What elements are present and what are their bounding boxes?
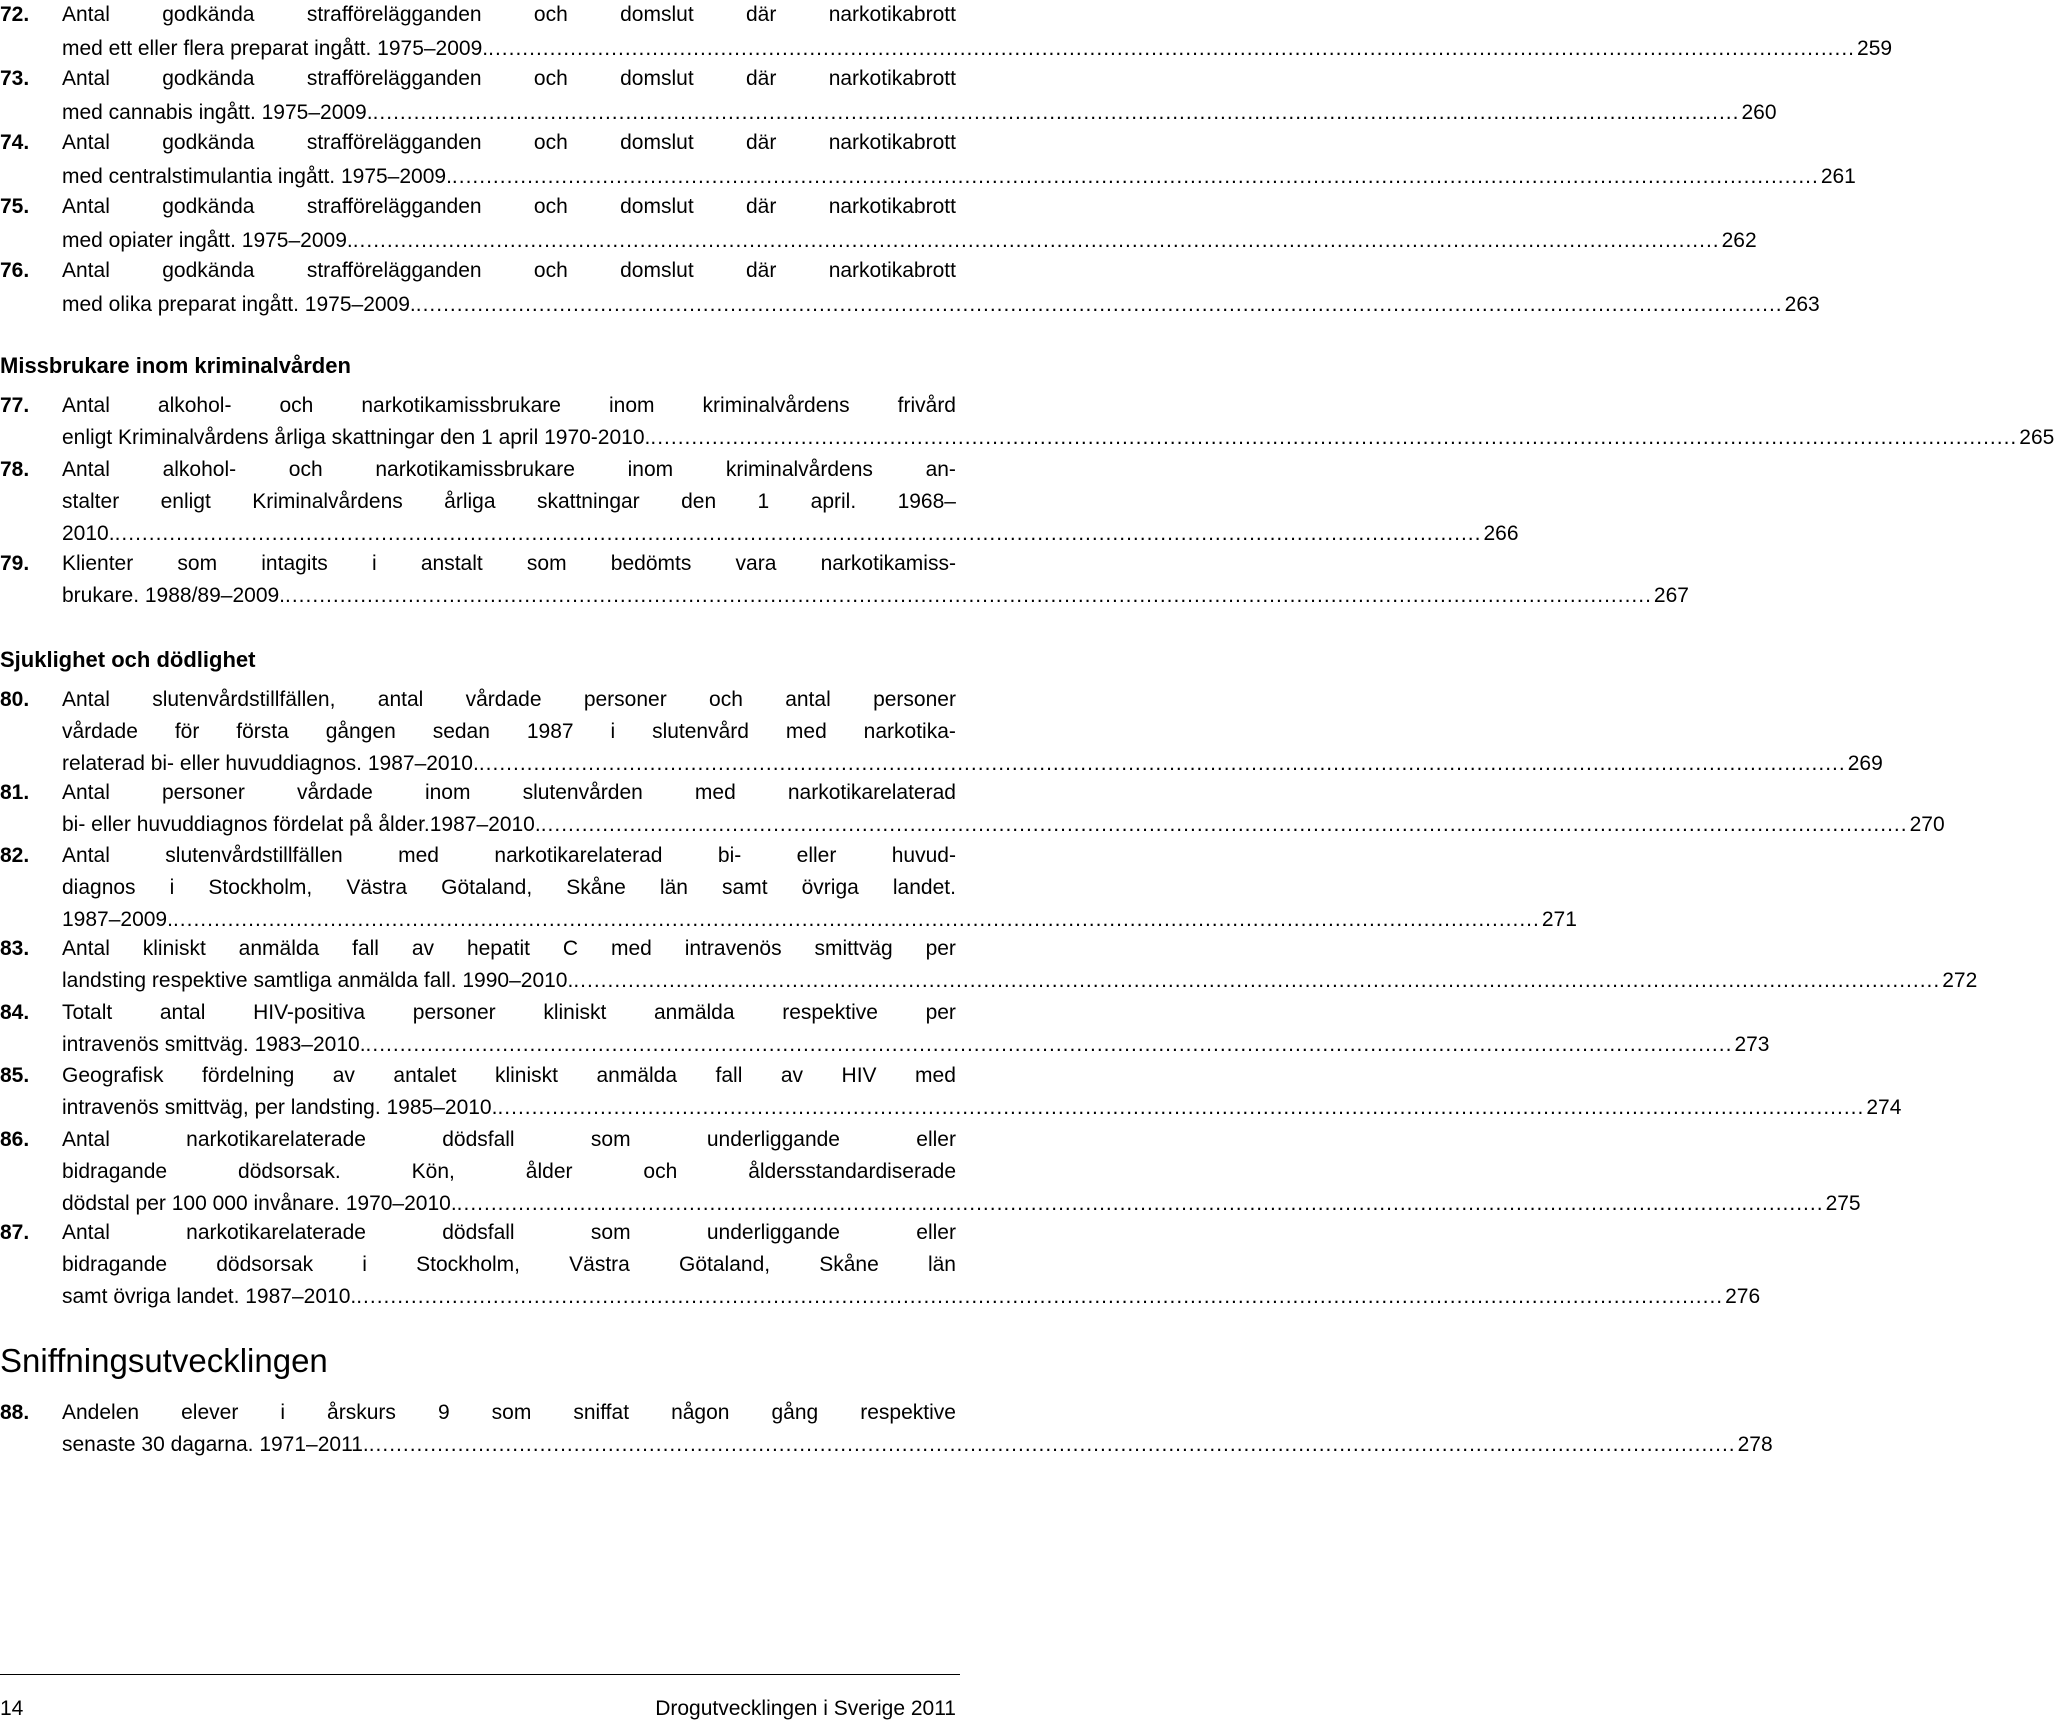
entry-word: narkotikabrott xyxy=(828,3,956,26)
entry-word: bidragande xyxy=(62,1160,168,1183)
entry-last-line xyxy=(62,1095,1902,1120)
entry-word: strafförelägganden xyxy=(306,3,482,26)
entry-word: eller xyxy=(796,844,837,867)
entry-last-line xyxy=(62,751,1883,776)
entry-word: diagnos xyxy=(62,876,136,899)
entry-line xyxy=(62,1252,956,1277)
entry-word: anstalt xyxy=(420,552,483,575)
page-ref: 269 xyxy=(1847,752,1883,775)
entry-word: kliniskt xyxy=(142,937,206,960)
entry-word: dödsorsak xyxy=(216,1253,314,1276)
entry-word: narkotikabrott xyxy=(828,131,956,154)
entry-word: med xyxy=(610,937,652,960)
entry-word: hepatit xyxy=(466,937,531,960)
footer-rule xyxy=(0,1674,960,1675)
entry-word: anmälda xyxy=(653,1001,735,1024)
entry-text: 1987–2009. xyxy=(62,908,173,931)
entry-word: alkohol- xyxy=(162,458,237,481)
entry-line xyxy=(62,1063,956,1088)
entry-text: samt övriga landet. 1987–2010. xyxy=(62,1285,357,1308)
leader-dots: ........................................................................................................................................................................................................ xyxy=(356,1285,1724,1308)
entry-number: 88. xyxy=(0,1401,30,1424)
entry-word: domslut xyxy=(620,3,694,26)
entry-number: 75. xyxy=(0,195,30,218)
entry-word: alkohol- xyxy=(157,394,232,417)
entry-word: narkotikamiss- xyxy=(820,552,956,575)
entry-line xyxy=(62,130,956,155)
entry-word: per xyxy=(925,1001,956,1024)
entry-word: av xyxy=(780,1064,804,1087)
entry-word: narkotikarelaterade xyxy=(186,1128,366,1151)
entry-word: godkända xyxy=(162,131,255,154)
entry-word: narkotikabrott xyxy=(828,67,956,90)
entry-word: inom xyxy=(424,781,471,804)
entry-word: per xyxy=(925,937,956,960)
entry-line xyxy=(62,875,956,900)
entry-word: som xyxy=(590,1221,631,1244)
entry-word: antalet xyxy=(393,1064,457,1087)
entry-word: dödsorsak. xyxy=(238,1160,341,1183)
entry-word: med xyxy=(694,781,736,804)
entry-text: dödstal per 100 000 invånare. 1970–2010. xyxy=(62,1192,457,1215)
entry-word: vårdade xyxy=(465,688,542,711)
entry-word: Kriminalvårdens xyxy=(252,490,403,513)
entry-word: fall xyxy=(352,937,379,960)
entry-word: av xyxy=(332,1064,355,1087)
entry-word: Västra xyxy=(346,876,408,899)
entry-word: HIV xyxy=(841,1064,877,1087)
leader-dots: ........................................................................................................................................................................................................ xyxy=(352,229,1720,252)
entry-word: enligt xyxy=(160,490,211,513)
entry-line xyxy=(62,1400,956,1425)
entry-word: april. xyxy=(810,490,857,513)
entry-word: narkotikamissbrukare xyxy=(375,458,575,481)
leader-dots: ........................................................................................................................................................................................................ xyxy=(372,101,1740,124)
entry-line xyxy=(62,1159,956,1184)
entry-word: Totalt xyxy=(62,1001,113,1024)
entry-word: Antal xyxy=(62,1221,110,1244)
entry-word: län xyxy=(927,1253,956,1276)
entry-last-line xyxy=(62,968,1978,993)
entry-word: antal xyxy=(377,688,424,711)
entry-text: med centralstimulantia ingått. 1975–2009. xyxy=(62,165,452,188)
entry-word: underliggande xyxy=(706,1221,840,1244)
entry-word: strafförelägganden xyxy=(306,131,482,154)
entry-word: eller xyxy=(916,1128,956,1151)
entry-word: intravenös xyxy=(684,937,782,960)
entry-last-line xyxy=(62,164,1856,189)
entry-word: samt xyxy=(722,876,768,899)
entry-text: med olika preparat ingått. 1975–2009. xyxy=(62,293,416,316)
entry-word: huvud- xyxy=(891,844,956,867)
entry-word: Västra xyxy=(569,1253,630,1276)
leader-dots: ........................................................................................................................................................................................................ xyxy=(573,969,1941,992)
entry-word: Skåne xyxy=(819,1253,879,1276)
entry-word: strafförelägganden xyxy=(306,195,482,218)
entry-word: narkotikabrott xyxy=(828,195,956,218)
entry-line xyxy=(62,2,956,27)
entry-word: och xyxy=(643,1160,678,1183)
entry-word: län xyxy=(659,876,688,899)
entry-word: domslut xyxy=(620,67,694,90)
entry-number: 87. xyxy=(0,1221,30,1244)
entry-text: bi- eller huvuddiagnos fördelat på ålder.1987–2010. xyxy=(62,813,541,836)
entry-word: Stockholm, xyxy=(416,1253,520,1276)
page-ref: 271 xyxy=(1541,908,1577,931)
entry-number: 79. xyxy=(0,552,30,575)
leader-dots: ........................................................................................................................................................................................................ xyxy=(540,813,1908,836)
entry-word: Antal xyxy=(62,937,110,960)
entry-word: 1987 xyxy=(526,720,574,743)
entry-word: gången xyxy=(325,720,396,743)
page-ref: 276 xyxy=(1725,1285,1761,1308)
entry-word: kriminalvårdens xyxy=(725,458,873,481)
entry-word: i xyxy=(610,720,616,743)
entry-last-line xyxy=(62,36,1893,61)
entry-number: 72. xyxy=(0,3,30,26)
entry-number: 81. xyxy=(0,781,30,804)
entry-word: elever xyxy=(181,1401,239,1424)
entry-word: med xyxy=(785,720,827,743)
footer-page-number: 14 xyxy=(0,1697,24,1720)
entry-word: domslut xyxy=(620,131,694,154)
entry-word: Antal xyxy=(62,458,110,481)
entry-word: fördelning xyxy=(202,1064,295,1087)
page-ref: 265 xyxy=(2019,426,2054,449)
entry-word: Antal xyxy=(62,3,110,26)
entry-line xyxy=(62,258,956,283)
leader-dots: ........................................................................................................................................................................................................ xyxy=(456,1192,1824,1215)
entry-word: slutenvårdstillfällen, xyxy=(152,688,336,711)
entry-line xyxy=(62,393,956,418)
entry-last-line xyxy=(62,521,1519,546)
page-ref: 272 xyxy=(1942,969,1978,992)
entry-last-line xyxy=(62,1432,1773,1457)
entry-word: narkotikamissbrukare xyxy=(361,394,561,417)
entry-last-line xyxy=(62,812,1945,837)
leader-dots: ........................................................................................................................................................................................................ xyxy=(172,908,1540,931)
entry-word: Antal xyxy=(62,195,110,218)
entry-line xyxy=(62,687,956,712)
entry-line xyxy=(62,489,956,514)
entry-word: slutenvården xyxy=(522,781,643,804)
entry-text: intravenös smittväg, per landsting. 1985–2010. xyxy=(62,1096,498,1119)
entry-word: personer xyxy=(412,1001,496,1024)
entry-word: och xyxy=(533,259,568,282)
leader-dots: ........................................................................................................................................................................................................ xyxy=(114,522,1482,545)
entry-word: där xyxy=(746,195,777,218)
entry-word: 1 xyxy=(757,490,770,513)
entry-last-line xyxy=(62,425,2054,450)
entry-word: för xyxy=(174,720,200,743)
entry-word: där xyxy=(746,259,777,282)
footer-publication-title: Drogutvecklingen i Sverige 2011 xyxy=(655,1697,956,1720)
entry-last-line xyxy=(62,583,1689,608)
entry-word: Antal xyxy=(62,67,110,90)
entry-word: som xyxy=(590,1128,631,1151)
entry-word: Antal xyxy=(62,131,110,154)
entry-word: narkotika- xyxy=(863,720,956,743)
entry-word: och xyxy=(533,195,568,218)
entry-word: respektive xyxy=(782,1001,878,1024)
entry-word: och xyxy=(533,131,568,154)
entry-word: i xyxy=(169,876,175,899)
page-ref: 270 xyxy=(1909,813,1945,836)
entry-word: narkotikarelaterad xyxy=(494,844,663,867)
leader-dots: ........................................................................................................................................................................................................ xyxy=(415,293,1783,316)
page-ref: 278 xyxy=(1737,1433,1773,1456)
entry-last-line xyxy=(62,907,1577,932)
entry-last-line xyxy=(62,292,1820,317)
entry-word: där xyxy=(746,131,777,154)
entry-word: Kön, xyxy=(411,1160,455,1183)
entry-number: 73. xyxy=(0,67,30,90)
entry-line xyxy=(62,719,956,744)
entry-text: 2010. xyxy=(62,522,115,545)
entry-text: med cannabis ingått. 1975–2009. xyxy=(62,101,373,124)
leader-dots: ........................................................................................................................................................................................................ xyxy=(368,1433,1736,1456)
entry-word: strafförelägganden xyxy=(306,67,482,90)
entry-word: den xyxy=(681,490,717,513)
page-ref: 266 xyxy=(1483,522,1519,545)
entry-word: som xyxy=(526,552,567,575)
entry-word: narkotikarelaterad xyxy=(787,781,956,804)
entry-line xyxy=(62,194,956,219)
entry-word: i xyxy=(362,1253,367,1276)
entry-last-line xyxy=(62,228,1757,253)
page-ref: 267 xyxy=(1653,584,1689,607)
entry-word: bidragande xyxy=(62,1253,168,1276)
entry-word: Andelen xyxy=(62,1401,140,1424)
entry-word: 9 xyxy=(437,1401,450,1424)
entry-word: första xyxy=(236,720,289,743)
entry-word: gång xyxy=(771,1401,819,1424)
entry-word: personer xyxy=(873,688,956,711)
entry-word: där xyxy=(746,67,777,90)
entry-word: godkända xyxy=(162,259,255,282)
entry-text: relaterad bi- eller huvuddiagnos. 1987–2010. xyxy=(62,752,479,775)
entry-word: dödsfall xyxy=(442,1128,515,1151)
entry-word: vårdade xyxy=(296,781,373,804)
entry-number: 85. xyxy=(0,1064,30,1087)
entry-word: Skåne xyxy=(566,876,626,899)
entry-word: årliga xyxy=(444,490,496,513)
leader-dots: ........................................................................................................................................................................................................ xyxy=(285,584,1652,607)
entry-word: frivård xyxy=(897,394,956,417)
entry-line xyxy=(62,551,956,576)
entry-word: Antal xyxy=(62,259,110,282)
entry-word: kliniskt xyxy=(543,1001,607,1024)
entry-number: 80. xyxy=(0,688,30,711)
entry-word: kliniskt xyxy=(494,1064,558,1087)
page-ref: 263 xyxy=(1784,293,1820,316)
entry-word: domslut xyxy=(620,195,694,218)
entry-word: landet. xyxy=(892,876,956,899)
entry-last-line xyxy=(62,100,1777,125)
entry-word: Antal xyxy=(62,688,110,711)
entry-text: med ett eller flera preparat ingått. 1975–2009. xyxy=(62,37,489,60)
entry-text: med opiater ingått. 1975–2009. xyxy=(62,229,353,252)
entry-word: sedan xyxy=(432,720,490,743)
entry-word: godkända xyxy=(162,195,255,218)
entry-number: 83. xyxy=(0,937,30,960)
entry-last-line xyxy=(62,1191,1861,1216)
leader-dots: ........................................................................................................................................................................................................ xyxy=(478,752,1846,775)
entry-word: C xyxy=(562,937,579,960)
page-ref: 262 xyxy=(1721,229,1757,252)
entry-word: Antal xyxy=(62,394,110,417)
entry-number: 74. xyxy=(0,131,30,154)
entry-last-line xyxy=(62,1284,1761,1309)
entry-word: vara xyxy=(735,552,777,575)
entry-word: kriminalvårdens xyxy=(702,394,850,417)
entry-word: bi- xyxy=(717,844,742,867)
entry-word: med xyxy=(915,1064,956,1087)
entry-text: enligt Kriminalvårdens årliga skattningar den 1 april 1970-2010. xyxy=(62,426,651,449)
entry-line xyxy=(62,66,956,91)
entry-word: godkända xyxy=(162,67,255,90)
section-heading-sjuklighet: Sjuklighet och dödlighet xyxy=(0,647,256,672)
leader-dots: ........................................................................................................................................................................................................ xyxy=(488,37,1856,60)
entry-word: Götaland, xyxy=(679,1253,771,1276)
entry-word: intagits xyxy=(261,552,328,575)
leader-dots: ........................................................................................................................................................................................................ xyxy=(650,426,2018,449)
entry-word: av xyxy=(411,937,435,960)
entry-line xyxy=(62,1000,956,1025)
entry-line xyxy=(62,780,956,805)
entry-word: anmälda xyxy=(596,1064,678,1087)
entry-word: anmälda xyxy=(238,937,320,960)
entry-text: senaste 30 dagarna. 1971–2011. xyxy=(62,1433,369,1456)
entry-word: godkända xyxy=(162,3,255,26)
entry-word: inom xyxy=(608,394,655,417)
entry-line xyxy=(62,936,956,961)
entry-word: personer xyxy=(161,781,245,804)
entry-word: övriga xyxy=(801,876,859,899)
entry-word: smittväg xyxy=(814,937,893,960)
entry-word: någon xyxy=(671,1401,730,1424)
entry-line xyxy=(62,843,956,868)
page-ref: 273 xyxy=(1734,1033,1770,1056)
entry-word: antal xyxy=(159,1001,206,1024)
entry-last-line xyxy=(62,1032,1770,1057)
entry-word: skattningar xyxy=(536,490,640,513)
entry-line xyxy=(62,457,956,482)
entry-word: narkotikabrott xyxy=(828,259,956,282)
entry-word: årskurs xyxy=(327,1401,396,1424)
entry-number: 76. xyxy=(0,259,30,282)
entry-text: brukare. 1988/89–2009. xyxy=(62,584,286,607)
entry-word: ålder xyxy=(525,1160,573,1183)
entry-word: Antal xyxy=(62,1128,110,1151)
entry-word: dödsfall xyxy=(442,1221,515,1244)
entry-word: och xyxy=(709,688,743,711)
entry-word: slutenvårdstillfällen xyxy=(165,844,343,867)
entry-word: underliggande xyxy=(706,1128,840,1151)
entry-word: Stockholm, xyxy=(208,876,313,899)
entry-word: an- xyxy=(925,458,956,481)
section-heading-sniffning: Sniffningsutvecklingen xyxy=(0,1342,328,1379)
section-heading-missbrukare: Missbrukare inom kriminalvården xyxy=(0,353,351,378)
entry-text: landsting respektive samtliga anmälda fall. 1990–2010. xyxy=(62,969,574,992)
entry-line xyxy=(62,1220,956,1245)
entry-number: 84. xyxy=(0,1001,30,1024)
page-ref: 259 xyxy=(1857,37,1893,60)
entry-word: strafförelägganden xyxy=(306,259,482,282)
entry-number: 78. xyxy=(0,458,30,481)
leader-dots: ........................................................................................................................................................................................................ xyxy=(365,1033,1733,1056)
entry-word: antal xyxy=(785,688,831,711)
entry-word: slutenvård xyxy=(652,720,749,743)
entry-word: Klienter xyxy=(62,552,134,575)
entry-word: fall xyxy=(715,1064,743,1087)
entry-word: med xyxy=(398,844,439,867)
entry-word: respektive xyxy=(860,1401,956,1424)
page-ref: 261 xyxy=(1820,165,1856,188)
entry-text: intravenös smittväg. 1983–2010. xyxy=(62,1033,366,1056)
entry-word: Antal xyxy=(62,844,110,867)
entry-number: 77. xyxy=(0,394,30,417)
entry-word: Antal xyxy=(62,781,110,804)
entry-word: sniffat xyxy=(573,1401,630,1424)
entry-word: och xyxy=(533,67,568,90)
entry-word: domslut xyxy=(620,259,694,282)
entry-word: och xyxy=(288,458,323,481)
entry-word: och xyxy=(279,394,314,417)
entry-word: som xyxy=(177,552,218,575)
entry-word: HIV-positiva xyxy=(253,1001,366,1024)
entry-word: där xyxy=(746,3,777,26)
entry-number: 86. xyxy=(0,1128,30,1151)
entry-word: personer xyxy=(583,688,667,711)
entry-number: 82. xyxy=(0,844,30,867)
entry-word: i xyxy=(280,1401,286,1424)
page-ref: 260 xyxy=(1741,101,1777,124)
entry-word: bedömts xyxy=(610,552,692,575)
leader-dots: ........................................................................................................................................................................................................ xyxy=(451,165,1819,188)
entry-word: Götaland, xyxy=(441,876,533,899)
entry-word: 1968– xyxy=(897,490,956,513)
entry-word: stalter xyxy=(62,490,120,513)
entry-word: narkotikarelaterade xyxy=(186,1221,366,1244)
entry-word: eller xyxy=(916,1221,956,1244)
entry-word: åldersstandardiserade xyxy=(748,1160,956,1183)
entry-word: och xyxy=(533,3,568,26)
page-ref: 274 xyxy=(1866,1096,1902,1119)
entry-word: som xyxy=(491,1401,532,1424)
entry-word: i xyxy=(372,552,377,575)
entry-word: vårdade xyxy=(62,720,138,743)
page-ref: 275 xyxy=(1825,1192,1861,1215)
entry-word: inom xyxy=(627,458,674,481)
entry-word: Geografisk xyxy=(62,1064,164,1087)
leader-dots: ........................................................................................................................................................................................................ xyxy=(497,1096,1865,1119)
entry-line xyxy=(62,1127,956,1152)
